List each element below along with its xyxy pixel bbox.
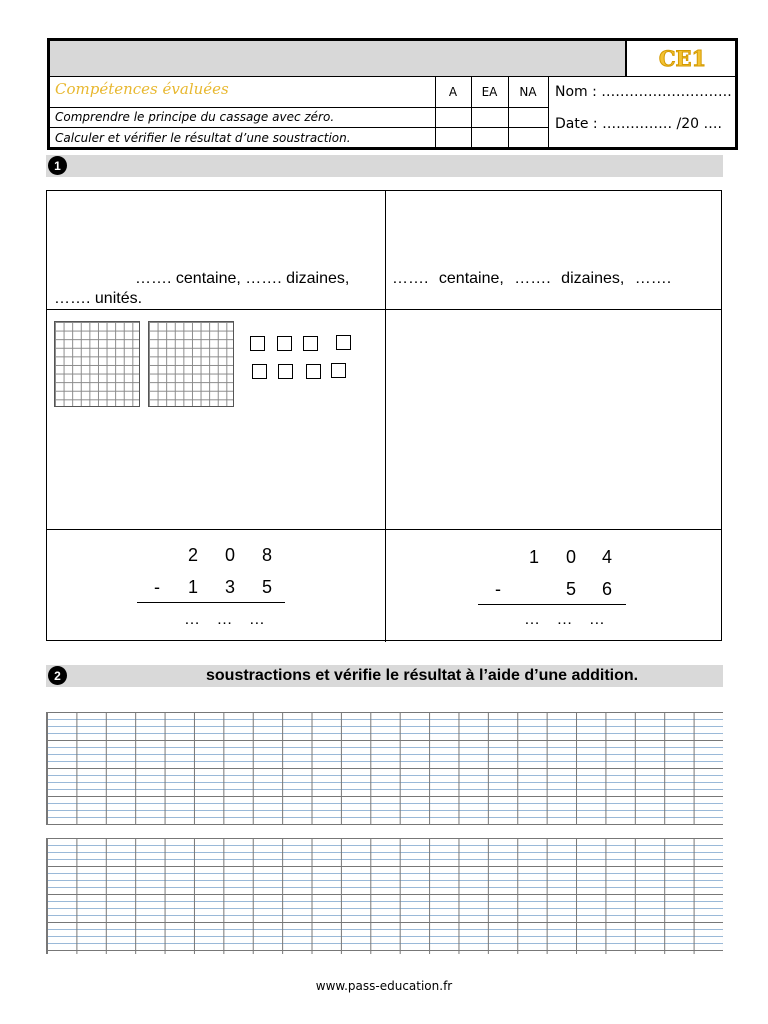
divider xyxy=(50,127,548,128)
digit: 0 xyxy=(565,547,576,567)
exercise-1-bar xyxy=(46,155,723,177)
competences-title: Compétences évaluées xyxy=(55,80,229,98)
col-ea: EA xyxy=(481,85,498,99)
digit: 2 xyxy=(187,545,198,565)
exercise-2-instruction: soustractions et vérifie le résultat à l’aide d’une addition. xyxy=(206,667,639,684)
exercise-1-table xyxy=(46,190,722,641)
hundred-block xyxy=(148,321,234,407)
result-placeholder[interactable]: … … … xyxy=(524,611,606,628)
digit: 6 xyxy=(601,579,612,599)
unit-cube xyxy=(277,336,292,351)
exercise-number-badge: 1 xyxy=(48,156,67,175)
competence-2: Calculer et vérifier le résultat d’une soustraction. xyxy=(55,131,351,145)
hundred-block xyxy=(54,321,140,407)
unit-cube xyxy=(278,364,293,379)
competence-1: Comprendre le principe du cassage avec zéro. xyxy=(55,110,335,124)
minus-sign: - xyxy=(495,579,501,599)
exercise-number-badge: 2 xyxy=(48,666,67,685)
column-divider xyxy=(385,191,386,642)
date-field[interactable]: Date : …………… /20 …. xyxy=(555,116,722,132)
unit-cube xyxy=(331,363,346,378)
decomposition-label-left: ……. centaine, ……. dizaines, xyxy=(135,270,350,287)
digit: 5 xyxy=(565,579,576,599)
digit: 0 xyxy=(224,545,235,565)
divider xyxy=(548,76,549,150)
level-badge: CE1 xyxy=(627,41,738,77)
digit: 5 xyxy=(261,577,272,597)
digit: 1 xyxy=(528,547,539,567)
digit: 1 xyxy=(187,577,198,597)
unit-cube xyxy=(303,336,318,351)
unit-cube xyxy=(250,336,265,351)
footer-url[interactable]: www.pass-education.fr xyxy=(315,979,453,993)
result-placeholder[interactable]: … … … xyxy=(184,611,266,628)
digit: 4 xyxy=(601,547,612,567)
decomposition-label-right: ……. centaine, ……. dizaines, ……. xyxy=(392,270,672,287)
unit-cube xyxy=(306,364,321,379)
operation-line xyxy=(137,602,285,603)
writing-grid-2[interactable] xyxy=(46,838,723,954)
exercise-2-bar xyxy=(46,665,723,687)
writing-grid-1[interactable] xyxy=(46,712,723,825)
unit-cube xyxy=(252,364,267,379)
digit: 3 xyxy=(224,577,235,597)
title-bar xyxy=(50,41,627,77)
digit: 8 xyxy=(261,545,272,565)
name-field[interactable]: Nom : ………………………. xyxy=(555,84,732,100)
operation-line xyxy=(478,604,626,605)
minus-sign: - xyxy=(154,577,160,597)
divider xyxy=(50,107,548,108)
unit-cube xyxy=(336,335,351,350)
competence-header-table xyxy=(47,38,738,150)
decomposition-label-left-units: ……. unités. xyxy=(54,290,143,307)
col-na: NA xyxy=(519,85,537,99)
col-a: A xyxy=(448,85,458,99)
